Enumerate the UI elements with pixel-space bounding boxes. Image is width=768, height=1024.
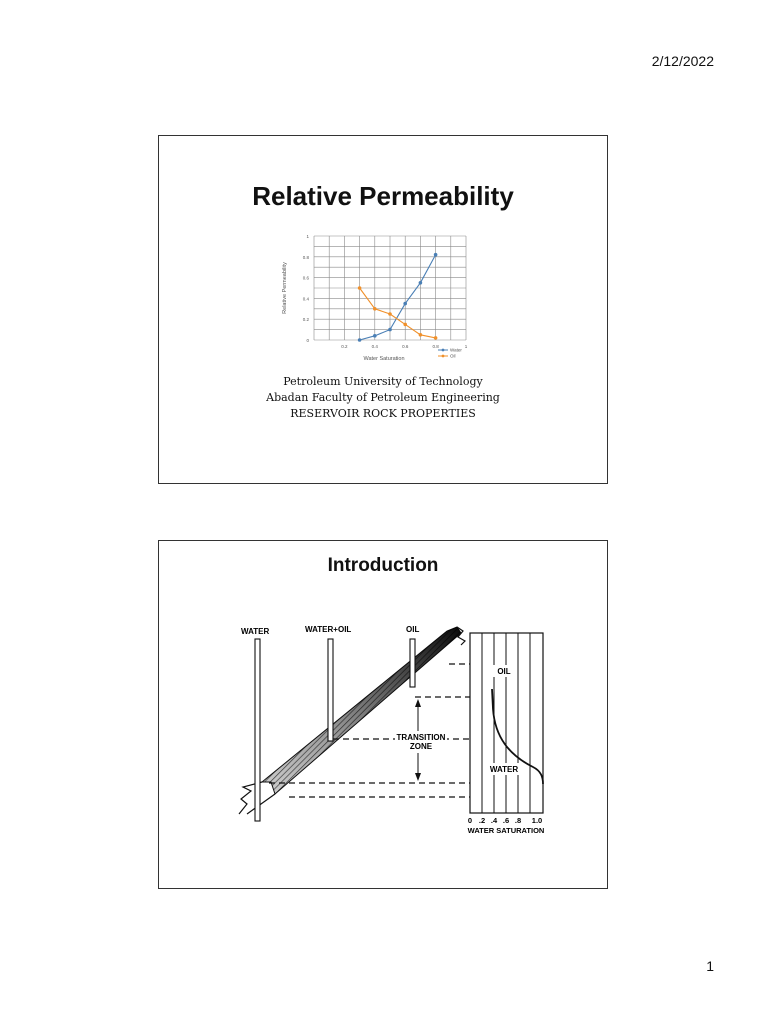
chart-y-axis-label: Relative Permeability <box>282 262 288 314</box>
transition-label-2: ZONE <box>409 742 433 751</box>
legend-label-water: Water <box>450 347 462 353</box>
x-tick-label: 0.2 <box>341 344 348 349</box>
data-point-water <box>358 338 362 342</box>
reservoir-band <box>239 627 465 814</box>
saturation-tick-label: .4 <box>490 816 498 825</box>
slide-title-page <box>158 135 608 484</box>
series-line-oil <box>360 288 436 338</box>
well-label-water: WATER <box>241 627 270 636</box>
transition-zone-marker <box>395 699 447 781</box>
transition-label-1: TRANSITION <box>396 733 446 742</box>
data-point-oil <box>388 312 392 316</box>
data-point-water <box>419 281 423 285</box>
slide-subtitle <box>159 374 607 422</box>
relative-permeability-chart <box>274 228 484 363</box>
well-water <box>255 639 260 821</box>
series-line-water <box>360 255 436 340</box>
legend-label-oil: Oil <box>450 353 456 359</box>
saturation-tick-label: 0 <box>467 816 473 825</box>
page-number: 1 <box>706 958 714 974</box>
saturation-tick-label: .2 <box>478 816 486 825</box>
zone-label-oil: OIL <box>497 667 511 676</box>
data-point-oil <box>419 333 423 337</box>
well-label-oil: OIL <box>406 625 420 634</box>
data-point-oil <box>403 323 407 327</box>
subtitle-line-university: Petroleum University of Technology <box>283 375 483 388</box>
subtitle-line-course: RESERVOIR ROCK PROPERTIES <box>290 407 476 420</box>
well-label-water-oil: WATER+OIL <box>305 625 352 634</box>
transition-zone-diagram <box>229 619 554 844</box>
y-tick-label: 0.6 <box>302 275 309 281</box>
data-point-oil <box>373 307 377 311</box>
page-date: 2/12/2022 <box>651 53 714 69</box>
data-point-oil <box>434 336 438 340</box>
slide-title: Introduction <box>327 555 439 576</box>
x-tick-label: 0.6 <box>402 344 409 349</box>
y-tick-label: 0 <box>306 338 309 343</box>
x-tick-label: 0.4 <box>371 344 378 349</box>
saturation-panel <box>468 633 545 835</box>
data-point-water <box>434 253 438 257</box>
well-water-oil <box>328 639 333 741</box>
legend-marker-oil <box>442 355 445 358</box>
zone-label-water: WATER <box>489 765 519 774</box>
wells <box>241 625 419 821</box>
x-tick-label: 1 <box>464 344 468 349</box>
chart-grid <box>314 236 466 340</box>
x-tick-label: 0.8 <box>432 344 439 349</box>
legend-marker-water <box>442 349 445 352</box>
data-point-water <box>388 328 392 332</box>
slide-introduction <box>158 540 608 889</box>
saturation-tick-label: .6 <box>502 816 510 825</box>
well-oil <box>410 639 415 687</box>
y-tick-label: 1 <box>306 234 309 239</box>
y-tick-label: 0.4 <box>302 296 309 302</box>
data-point-oil <box>358 286 362 290</box>
chart-x-axis-label: Water Saturation <box>363 356 405 362</box>
saturation-tick-label: 1.0 <box>531 816 543 825</box>
slide-title: Relative Permeability <box>252 181 514 211</box>
data-point-water <box>403 302 407 306</box>
subtitle-line-faculty: Abadan Faculty of Petroleum Engineering <box>266 391 500 404</box>
y-tick-label: 0.8 <box>302 254 309 260</box>
data-point-water <box>373 334 377 338</box>
diagram-x-axis-label: WATER SATURATION <box>467 826 545 835</box>
y-tick-label: 0.2 <box>302 317 309 323</box>
saturation-tick-label: .8 <box>514 816 522 825</box>
